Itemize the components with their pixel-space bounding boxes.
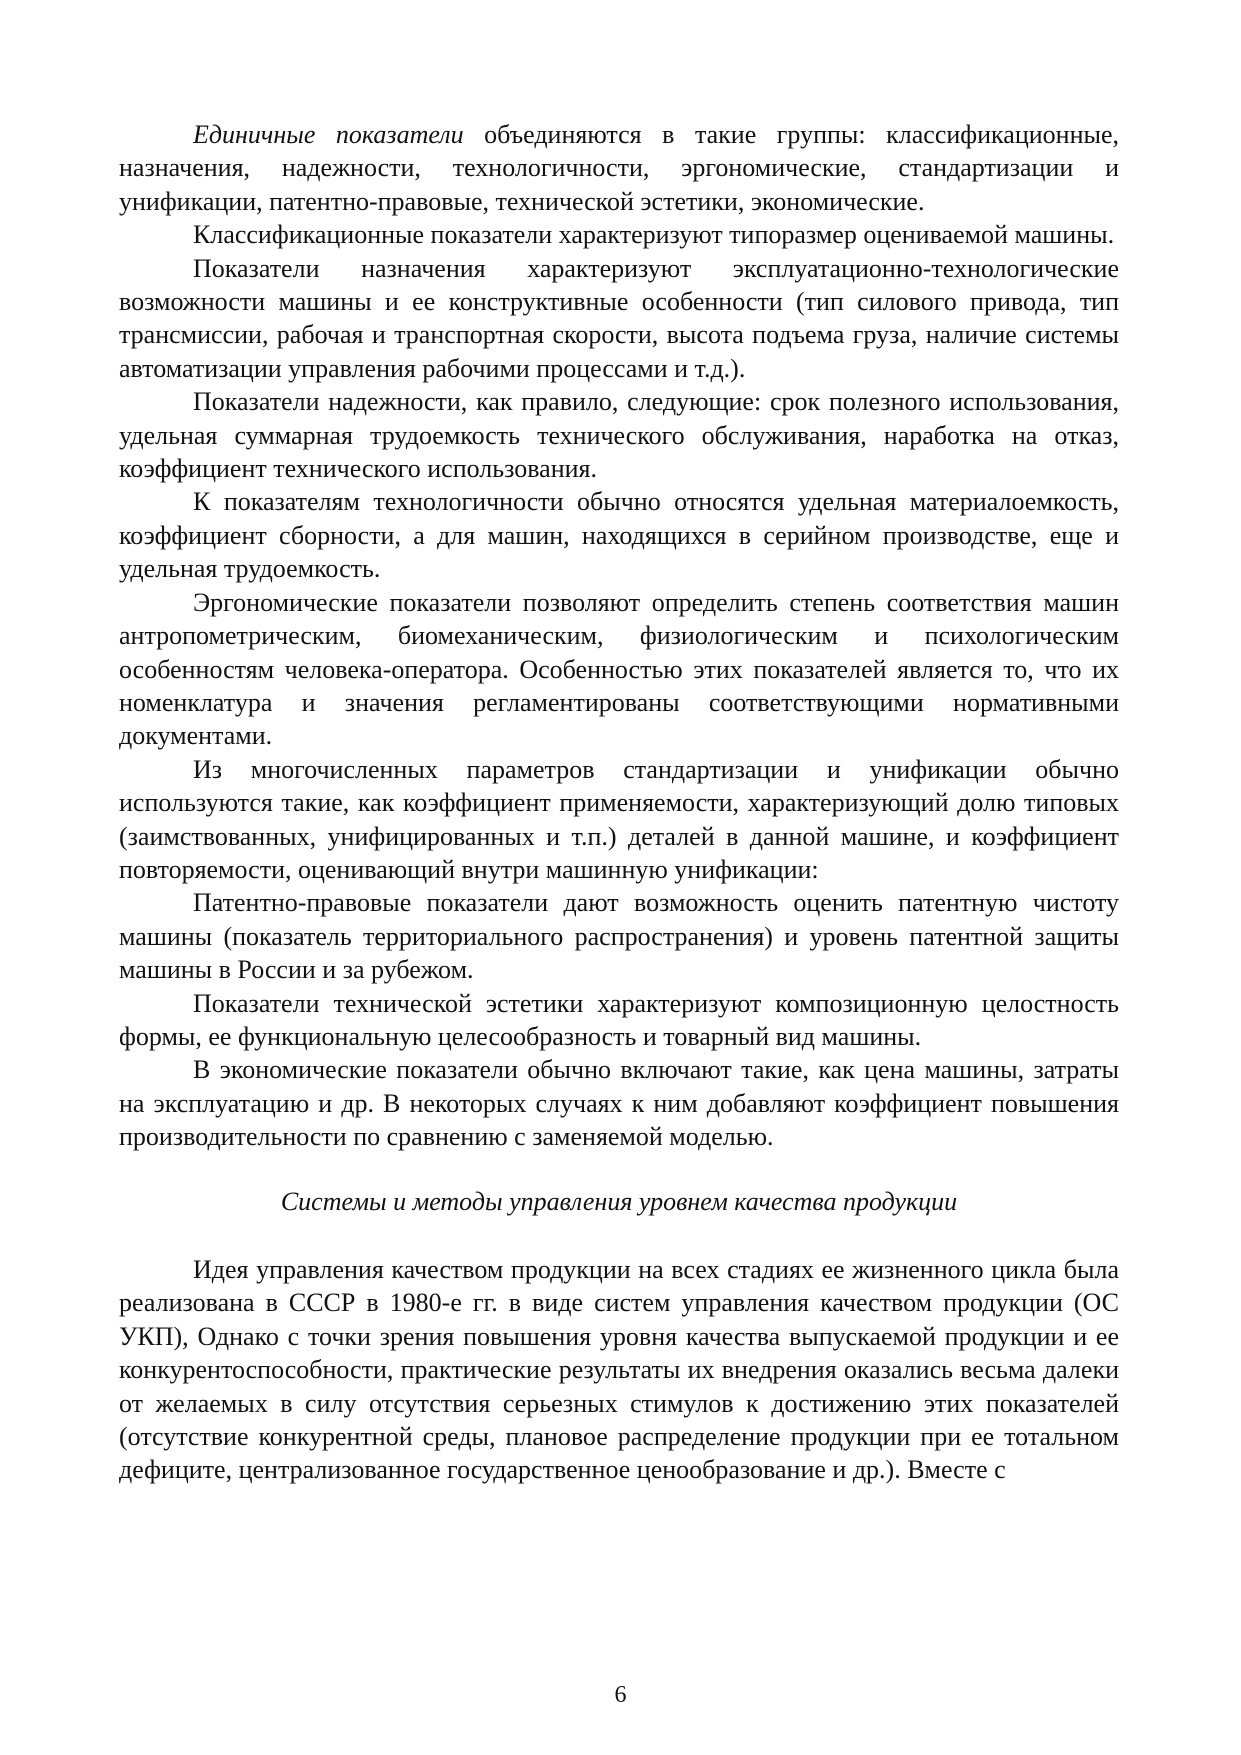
section-heading: Системы и методы управления уровнем качества продукции [280, 1186, 958, 1216]
paragraph-text: объединяются в такие группы: классификационные, назначения, надежности, технологичности, эргономические, стандартизации и унификации, патентно-правовые, технической эстетики, экономические. [119, 120, 1119, 216]
paragraph-classification-indicators: Классификационные показатели характеризуют типоразмер оцениваемой машины. [193, 220, 1115, 250]
paragraph-standardization-indicators: Из многочисленных параметров стандартизации и унификации обычно используются такие, как коэффициент применяемости, характеризующий долю типовых (заимствованных, унифицированных и т.п.) деталей в данной машине, и коэффициент повторяемости, оценивающий внутри машинную унификации: [119, 754, 1119, 884]
document-page [119, 118, 1119, 1487]
italic-term: Единичные показатели [193, 120, 464, 149]
paragraph-quality-management-history: Идея управления качеством продукции на всех стадиях ее жизненного цикла была реализована в СССР в 1980-е гг. в виде систем управления качеством продукции (ОС УКП), Однако с точки зрения повышения уровня качества выпускаемой продукции и ее конкурентоспособности, практические результаты их внедрения оказались весьма далеки от желаемых в силу отсутствия серьезных стимулов к достижению этих показателей (отсутствие конкурентной среды, плановое распределение продукции при ее тотальном дефиците, централизованное государственное ценообразование и др.). Вместе с [119, 1255, 1119, 1485]
paragraph-patent-indicators: Патентно-правовые показатели дают возможность оценить патентную чистоту машины (показатель территориального распространения) и уровень патентной защиты машины в России и за рубежом. [119, 888, 1119, 985]
page-number: 6 [614, 1682, 627, 1708]
paragraph-economic-indicators: В экономические показатели обычно включают такие, как цена машины, затраты на эксплуатацию и др. В некоторых случаях к ним добавляют коэффициент повышения производительности по сравнению с заменяемой моделью. [119, 1055, 1119, 1152]
paragraph-purpose-indicators: Показатели назначения характеризуют эксплуатационно-технологические возможности машины и ее конструктивные особенности (тип силового привода, тип трансмиссии, рабочая и транспортная скорости, высота подъема груза, наличие системы автоматизации управления рабочими процессами и т.д.). [119, 253, 1119, 383]
paragraph-manufacturability-indicators: К показателям технологичности обычно относятся удельная материалоемкость, коэффициент сборности, а для машин, находящихся в серийном производстве, еще и удельная трудоемкость. [119, 487, 1119, 584]
paragraph-reliability-indicators: Показатели надежности, как правило, следующие: срок полезного использования, удельная суммарная трудоемкость технического обслуживания, наработка на отказ, коэффициент технического использования. [119, 387, 1119, 484]
paragraph-unit-indicators [119, 118, 1119, 218]
paragraph-ergonomic-indicators: Эргономические показатели позволяют определить степень соответствия машин антропометрическим, биомеханическим, физиологическим и психологическим особенностям человека-оператора. Особенностью этих показателей является то, что их номенклатура и значения регламентированы соответствующими нормативными документами. [119, 587, 1119, 751]
paragraph-aesthetics-indicators: Показатели технической эстетики характеризуют композиционную целостность формы, ее функциональную целесообразность и товарный вид машины. [119, 988, 1119, 1051]
